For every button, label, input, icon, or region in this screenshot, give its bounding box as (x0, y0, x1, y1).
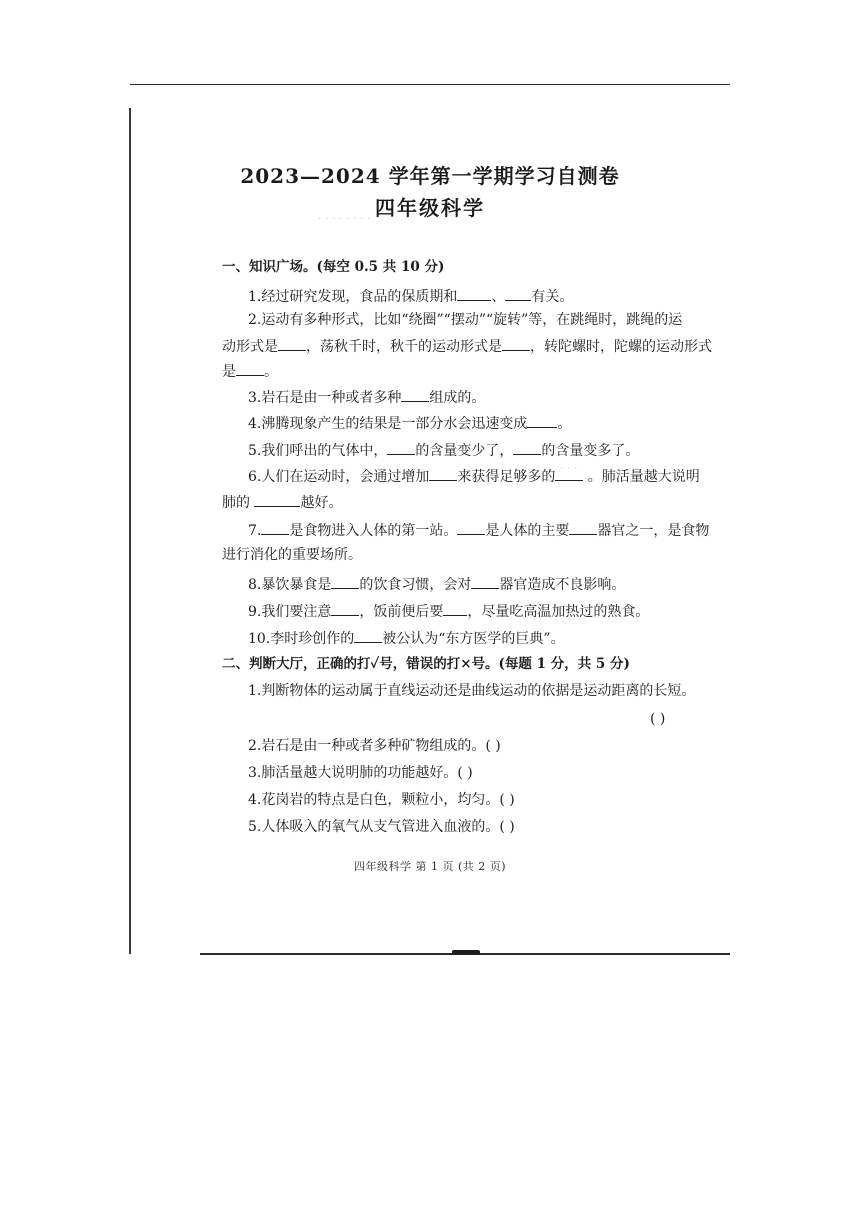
question-1-6: 6.人们在运动时，会通过增加 来获得足够多的 。肺活量越大说明 (248, 466, 700, 486)
bottom-rule-mark (452, 950, 480, 955)
top-rule (130, 84, 730, 85)
question-1-6-cont: 肺的 越好。 (222, 492, 342, 512)
judgement-5: 5.人体吸入的氧气从支气管进入血液的。( ) (248, 819, 515, 835)
bleed-through: · · · · · · · · (318, 212, 371, 225)
judgement-3: 3.肺活量越大说明肺的功能越好。( ) (248, 765, 473, 781)
judgement-4: 4.花岗岩的特点是白色，颗粒小，均匀。( ) (248, 792, 515, 808)
page-footer: 四年级科学 第 1 页 (共 2 页) (353, 860, 507, 873)
question-1-7: 7. 是食物进入人体的第一站。 是人体的主要 器官之一，是食物 (248, 520, 709, 540)
question-1-2-end: 是 。 (222, 361, 278, 381)
section-1-heading: 一、知识广场。(每空 0.5 共 10 分) (222, 259, 445, 275)
question-1-5: 5.我们呼出的气体中， 的含量变少了， 的含量变多了。 (248, 440, 639, 460)
section-2-heading: 二、判断大厅，正确的打✓号，错误的打×号。(每题 1 分，共 5 分) (222, 656, 630, 672)
question-1-3: 3.岩石是由一种或者多种 组成的。 (248, 387, 485, 407)
judgement-2: 2.岩石是由一种或者多种矿物组成的。( ) (248, 738, 501, 754)
question-1-4: 4.沸腾现象产生的结果是一部分水会迅速变成 。 (248, 413, 571, 433)
left-margin-rule (129, 108, 131, 954)
question-1-2-cont: 动形式是 ，荡秋千时，秋千的运动形式是 ，转陀螺时，陀螺的运动形式 (222, 336, 712, 356)
judgement-1-answer-parens[interactable]: ( ) (650, 711, 666, 727)
question-1-8: 8.暴饮暴食是 的饮食习惯，会对 器官造成不良影响。 (248, 574, 625, 594)
question-1-9: 9.我们要注意 ，饭前便后要 ，尽量吃高温加热过的熟食。 (248, 601, 649, 621)
question-1-10: 10.李时珍创作的 被公认为“东方医学的巨典”。 (248, 628, 565, 648)
judgement-1: 1.判断物体的运动属于直线运动还是曲线运动的依据是运动距离的长短。 (248, 683, 696, 699)
question-1-2: 2.运动有多种形式，比如“绕圈”“摆动”“旋转”等，在跳绳时，跳绳的运 (248, 312, 683, 328)
bleed-through: · · · (560, 462, 578, 475)
page-title: 2023—2024 学年第一学期学习自测卷 (240, 164, 620, 188)
page-subtitle: 四年级科学 (375, 196, 485, 220)
question-1-1: 1.经过研究发现，食品的保质期和 、 有关。 (248, 286, 573, 306)
question-1-7-cont: 进行消化的重要场所。 (222, 547, 362, 563)
